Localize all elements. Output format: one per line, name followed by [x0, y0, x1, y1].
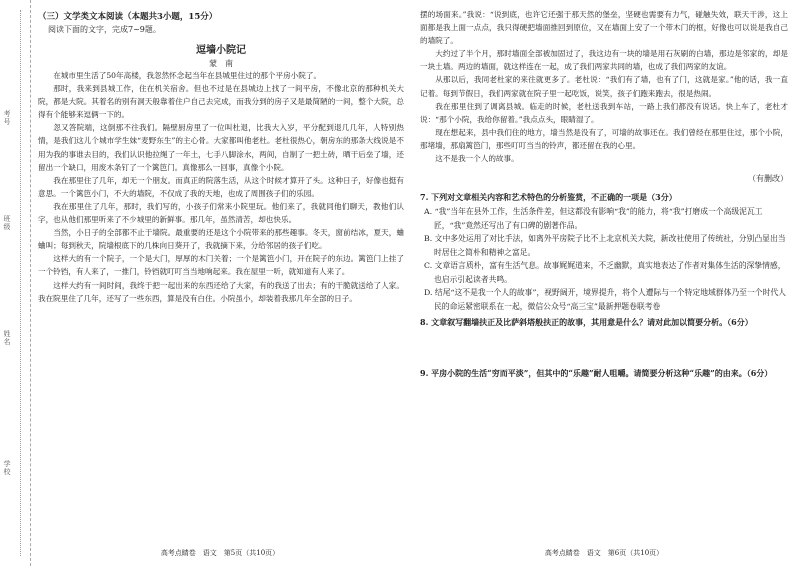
field-name: 姓名: [3, 330, 11, 346]
option-c: C. 文章语言质朴，富有生活气息。故事娓娓道来，不乏幽默，真实地表达了作者对集体生活的深挚情感，也启示引起读者共鸣。: [424, 261, 786, 284]
paragraph: 现在想起来，县中我们住的地方，墙当然是没有了，可墙的故事还在。我们曾经在那里住过，那个小院，那堵墙，那扇篱笆门，那些叮叮当当的铃声，都还留在我的心里。: [420, 127, 788, 150]
paragraph: 当然，小日子的全部都不止于墙院。最重要的还是这个小院带来的那些趣事。冬天，窗前结冰，夏天，蛐蛐叫；每到秋天，院墙根底下的几株向日葵开了，我就摘下来，分给邻居的孩子们吃。: [38, 228, 404, 251]
field-school: 学校: [3, 460, 11, 476]
paragraph: 这不是我一个人的故事。: [435, 154, 519, 164]
option-b: B. 文中多处运用了对比手法，如离外平房院子比不上北京机关大院，新改社使用了传统社，分别凸显出当时居住之简朴和精神之富足。: [424, 234, 786, 257]
option-a: A. “我”当年在县外工作，生活条件差，但这都没有影响“我”的能力，将“我”打磨成一个高级泥瓦工匠，“我”竟然还写出了有口碑的剧著作品。: [424, 207, 763, 230]
paragraph: 这样大约有一间时间，我终于把一起出来的东西还给了大家，有的我送了出去；有的干脆就送给了人家。我在院里住了几年，还写了一些东西，算是没有白住。小院虽小，却装着我那几年全部的日子。: [38, 280, 404, 303]
article-title: 逗墙小院记: [196, 45, 246, 56]
section-heading: （三）文学类文本阅读（本题共3小题，15分）: [38, 12, 218, 22]
paragraph: 摆的场面来。”我说：“说到底，也许它还强于那天然的堡垒，坚硬也需要有力气，碰触失效，联天干涉，这上面都是我上面一点点，我只得硬把墙面推回到原位，又在墙面上安了一个带木门的框，好像也可以说是我自己的墙院了。: [420, 10, 788, 46]
paragraph: 我在那里住了几年，却无一个朋友。而真正的院落生活，从这个时候才算开了头。这种日子，好像也挺有意思。一个篱笆小门，不大的墙院，不仅成了我的天地，也成了周围孩子们的乐园。: [38, 175, 404, 198]
question-9: 9. 平房小院的生活“穷而平淡”，但其中的“乐趣”耐人咀嚼。请简要分析这种“乐趣”的由来。（6分）: [420, 368, 773, 379]
instruction: 阅读下面的文字，完成7~9题。: [48, 25, 161, 34]
paragraph: 我在那里住了几年，那时，我们写的，小孩子们常来小院里玩。他们来了，我就同他们聊天，教他们认字，也从他们那里听来了不少城里的新鲜事。那几年，虽然清苦，却也快乐。: [38, 201, 404, 225]
field-exam-no: 考号: [3, 110, 11, 126]
paragraph: 忽又答院端，这倒那不往我们。隔壁厨房里了一位叫杜退，比我大入岁，平分配到退几几年，人特别热情，是我们这儿个城市学生妹“麦野东生”的主心骨。大家都叫他老杜。老杜很热心，朝房东的那条大线说是不用为我的事谁去目的，我们认识他拉绳了一年土，七手八脚涂水，两间，自制了一把土砖，晒干后垒了墙，还留出一个缺口，用废木条钉了一个篱笆门。真像那么一回事，真像个小院。: [38, 123, 404, 172]
paragraph: 那时，我来到县城工作，住在机关宿舍。但也不过是在县城边上找了一间平房，不像北京的那种机关大院，都是大院。其着名的别有洞天般靠着住户自己去完成，而我分到的房子又是最简陋的一间，整个大院，总得有个能够来逗俩一下的。: [38, 84, 404, 120]
paragraph: 大约过了半个月，那时墙面全部被加固过了，我这边有一块的墙是用石灰刷的白墙，那边是邻家的，却是一块土墙。两边的墙面，就这样连在一起，成了我们两家共同的墙，也成了我们两家的友谊。: [420, 49, 788, 72]
left-footer: 高考点睛卷 语文 第5页（共10页）: [160, 549, 280, 557]
question-8: 8. 文章叙写翻墙扶正及比萨斜塔般扶正的故事，其用意是什么？请对此加以简要分析。（6分）: [420, 317, 753, 328]
paragraph: 这样大的有一个院子，一个是大门，厚厚的木门关着；一个是篱笆小门，开在院子的东边。篱笆门上挂了一个铃铛，有人来了，一推门，铃铛就叮叮当当地响起来。我在屋里一听，就知道有人来了。: [38, 254, 404, 277]
paragraph: 在城市里生活了50年高楼，我忽然怀念起当年在县城里住过的那个平房小院了。: [53, 71, 322, 80]
answer-space: [420, 330, 788, 364]
right-page: [420, 0, 788, 548]
binding-margin: [0, 0, 31, 566]
left-page: [38, 0, 404, 548]
source-note: （有删改）: [748, 174, 788, 184]
paragraph: 从那以后，我同老杜家的来往就更多了。老杜说：“我们有了墙，也有了门，这就是家。”他的话，我一直记着。每到节假日，我们两家就在院子里一起吃饭，说笑，孩子们跑来跑去，很是热闹。: [420, 75, 788, 98]
article-author: 蒙 南: [209, 59, 233, 68]
right-footer: 高考点睛卷 语文 第6页（共10页）: [544, 549, 664, 557]
question-7: 7. 下列对文章相关内容和艺术特色的分析鉴赏，不正确的一项是（3分）: [420, 192, 677, 203]
paragraph: 我在那里住到了调离县城。临走的时候，老杜送我到车站，一路上我们都没有说话。快上车了，老杜才说：“那个小院，我给你留着。”我点点头，眼睛湿了。: [420, 101, 788, 124]
cut-line: [20, 10, 21, 556]
field-class: 班级: [3, 215, 11, 231]
option-d: D. 结尾“这不是我一个人的故事”，视野阔开，境界提升，将个人遭际与一个特定地域群体乃至一个时代人民的命运紧密联系在一起，微信公众号“高三宝”最新押题卷联考卷: [424, 288, 786, 311]
